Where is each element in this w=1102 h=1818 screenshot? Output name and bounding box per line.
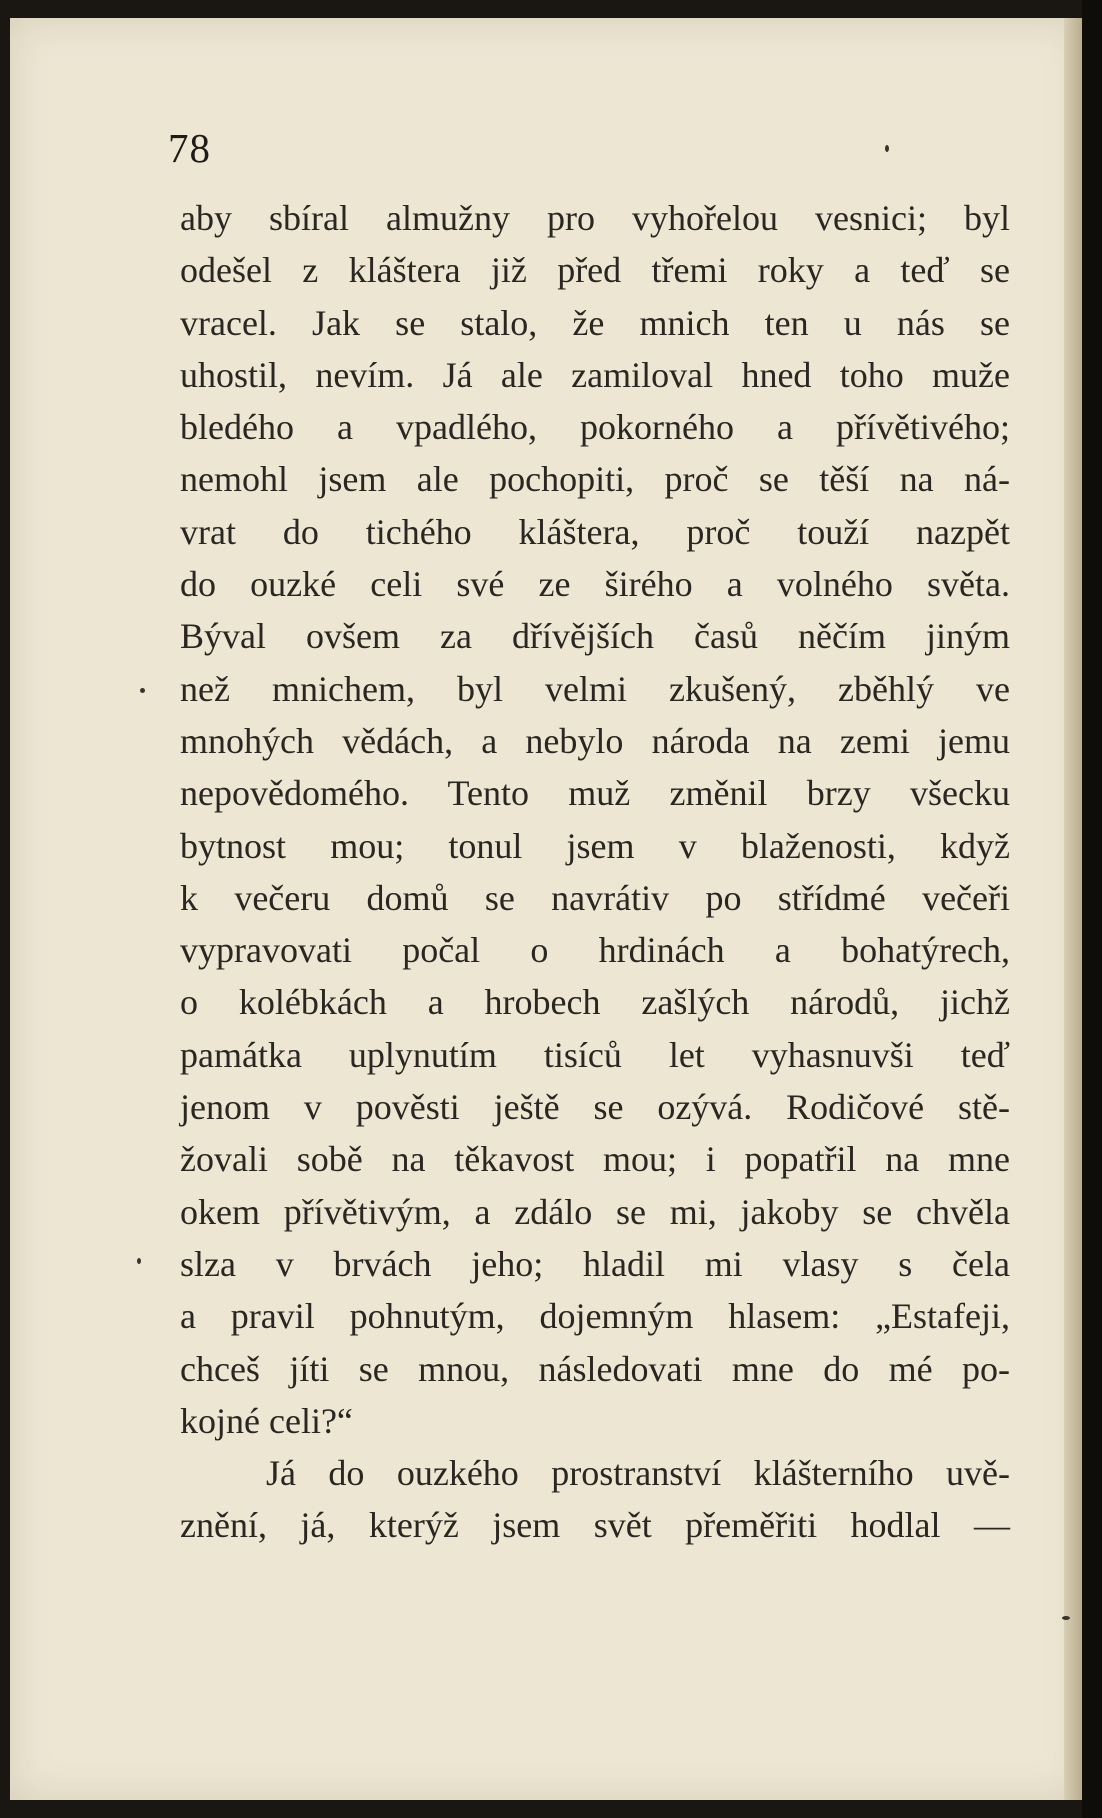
text-line: památka uplynutím tisíců let vyhasnuvši teď [180, 1034, 1010, 1075]
page-number: 78 [168, 125, 211, 171]
ink-speck [885, 145, 889, 152]
text-line: vracel. Jak se stalo, že mnich ten u nás se [180, 302, 1010, 343]
text-line: nemohl jsem ale pochopiti, proč se těší na ná- [180, 459, 1010, 500]
book-spine [1082, 0, 1102, 1818]
ink-speck [1062, 1616, 1070, 1620]
text-line: uhostil, nevím. Já ale zamiloval hned toho muže [180, 354, 1010, 395]
text-line: jenom v pověsti ještě se ozývá. Rodičové stě- [180, 1087, 1010, 1128]
text-line: Býval ovšem za dřívějších časů něčím jiným [180, 616, 1010, 657]
text-line: do ouzké celi své ze širého a volného světa. [180, 564, 1010, 605]
text-line: o kolébkách a hrobech zašlých národů, jichž [180, 982, 1010, 1023]
text-line: okem přívětivým, a zdálo se mi, jakoby se chvěla [180, 1191, 1010, 1232]
text-line: slza v brvách jeho; hladil mi vlasy s čela [180, 1243, 1010, 1284]
text-line: chceš jíti se mnou, následovati mne do mé po- [180, 1348, 1010, 1389]
text-line: žovali sobě na těkavost mou; i popatřil na mne [180, 1139, 1010, 1180]
text-line: znění, já, kterýž jsem svět přeměřiti hodlal — [180, 1505, 1010, 1546]
ink-speck [137, 1258, 141, 1264]
text-line: nepovědomého. Tento muž změnil brzy všecku [180, 773, 1010, 814]
text-line: bledého a vpadlého, pokorného a přívětivého; [180, 407, 1010, 448]
text-line: odešel z kláštera již před třemi roky a teď se [180, 250, 1010, 291]
text-line: bytnost mou; tonul jsem v blaženosti, když [180, 825, 1010, 866]
text-line: než mnichem, byl velmi zkušený, zběhlý ve [180, 668, 1010, 709]
body-text [180, 192, 1010, 1552]
text-line: vypravovati počal o hrdinách a bohatýrech, [180, 930, 1010, 971]
text-line: vrat do tichého kláštera, proč touží nazpět [180, 511, 1010, 552]
text-line: k večeru domů se navrátiv po střídmé večeři [180, 877, 1010, 918]
text-line: aby sbíral almužny pro vyhořelou vesnici; byl [180, 198, 1010, 238]
ink-speck [140, 688, 145, 693]
text-line: mnohých vědách, a nebylo národa na zemi jemu [180, 720, 1010, 761]
text-line: Já do ouzkého prostranství klášterního uvě- [266, 1453, 1010, 1494]
text-line: a pravil pohnutým, dojemným hlasem: „Estafeji, [180, 1296, 1010, 1337]
page-edge-shadow [1064, 18, 1082, 1800]
text-line: kojné celi?“ [180, 1400, 353, 1441]
